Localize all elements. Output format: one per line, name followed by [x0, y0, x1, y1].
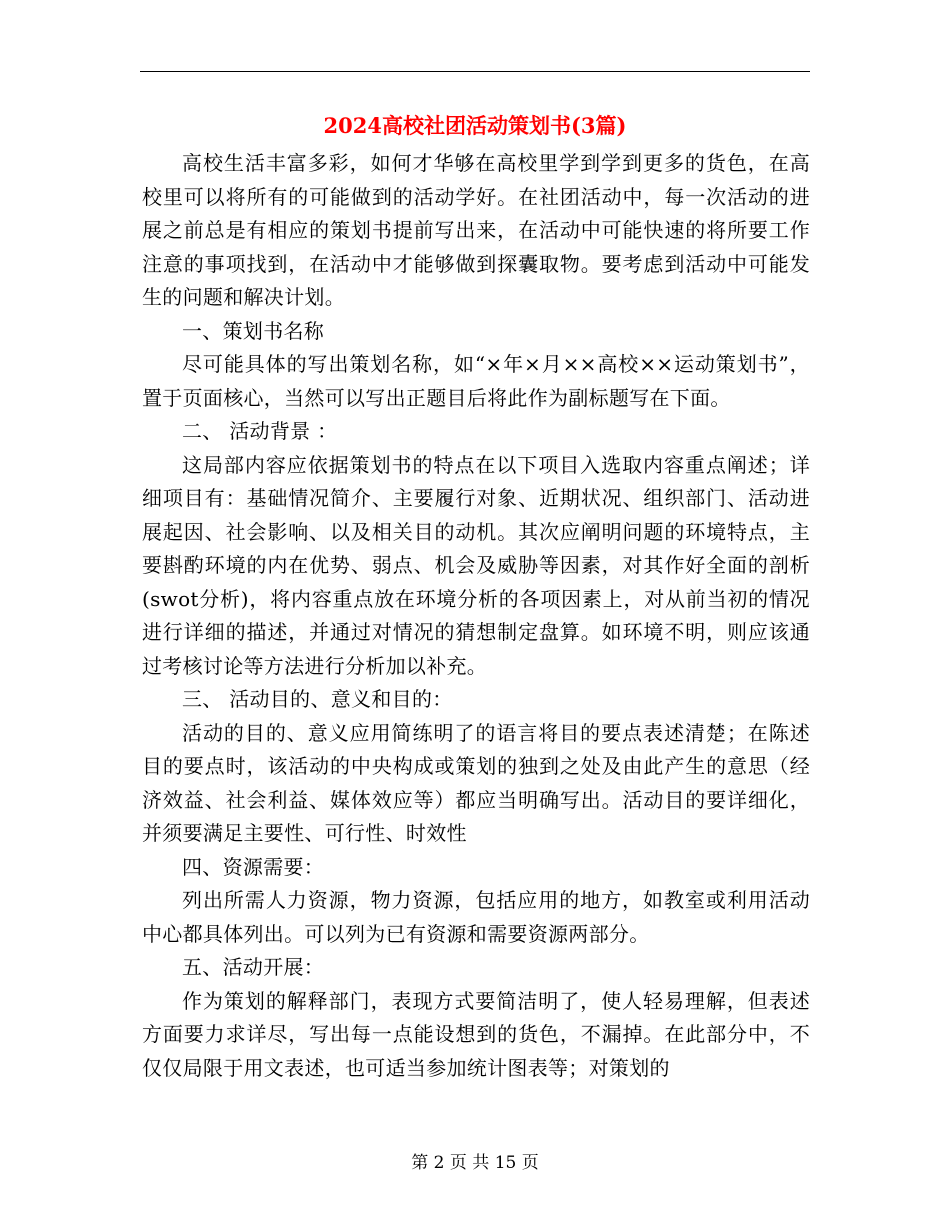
section-heading-2: 二、 活动背景 ： — [182, 419, 338, 443]
section-heading-4: 四、资源需要： — [182, 854, 325, 879]
section-paragraph-4: 列出所需人力资源，物力资源，包括应用的地方，如教室或利用活动中心都具体列出。可以列为已有资源和需要资源两部分。 — [142, 888, 810, 946]
intro-paragraph: 高校生活丰富多彩，如何才华够在高校里学到学到更多的货色，在高校里可以将所有的可能做到的活动学好。在社团活动中，每一次活动的进展之前总是有相应的策划书提前写出来，在活动中可能快速的将所要工作注意的事项找到，在活动中才能够做到探囊取物。要考虑到活动中可能发生的问题和解决计划。 — [142, 151, 810, 309]
document-body — [142, 147, 810, 1085]
document-title: 2024高校社团活动策划书(3篇) — [323, 113, 627, 138]
section-heading-3: 三、 活动目的、意义和目的： — [182, 687, 453, 711]
header-rule — [140, 71, 810, 72]
section-paragraph-5: 作为策划的解释部门，表现方式要简洁明了，使人轻易理解，但表述方面要力求详尽，写出每一点能设想到的货色，不漏掉。在此部分中，不仅仅局限于用文表述，也可适当参加统计图表等；对策划的 — [142, 988, 810, 1080]
section-paragraph-2: 这局部内容应依据策划书的特点在以下项目入选取内容重点阐述；详细项目有：基础情况简介、主要履行对象、近期状况、组织部门、活动进展起因、社会影响、以及相关目的动机。其次应阐明问题的环境特点，主要斟酌环境的内在优势、弱点、机会及威胁等因素，对其作好全面的剖析(swot分析)，将内容重点放在环境分析的各项因素上，对从前当初的情况进行详细的描述，并通过对情况的猜想制定盘算。如环境不明，则应该通过考核讨论等方法进行分析加以补充。 — [142, 452, 810, 678]
page-footer: 第 2 页 共 15 页 — [411, 1153, 539, 1173]
section-heading-1: 一、策划书名称 — [182, 318, 325, 343]
section-paragraph-1: 尽可能具体的写出策划名称，如“×年×月××高校××运动策划书”，置于页面核心，当然可以写出正题目后将此作为副标题写在下面。 — [142, 352, 810, 410]
section-heading-5: 五、活动开展： — [182, 955, 325, 979]
section-paragraph-3: 活动的目的、意义应用简练明了的语言将目的要点表述清楚；在陈述目的要点时，该活动的中央构成或策划的独到之处及由此产生的意思（经济效益、社会利益、媒体效应等）都应当明确写出。活动目的要详细化，并须要满足主要性、可行性、时效性 — [142, 720, 810, 845]
